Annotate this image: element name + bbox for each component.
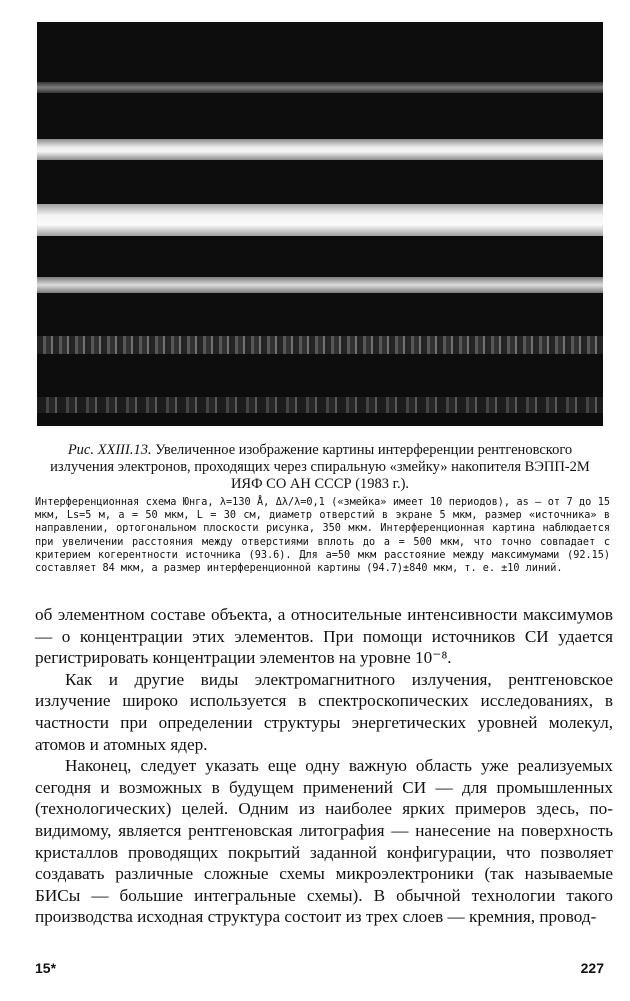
body-text xyxy=(35,604,613,928)
interference-pattern-figure xyxy=(37,22,603,426)
figure-label: Рис. XXIII.13. xyxy=(67,442,152,458)
fringe-5 xyxy=(37,336,603,354)
fringe-6 xyxy=(37,397,603,413)
fringe-2 xyxy=(37,139,603,160)
signature-mark: 15* xyxy=(35,960,57,976)
page-number: 227 xyxy=(580,960,604,976)
paragraph: Как и другие виды электромагнитного излучения, рентгеновское излучение широко используется в спектроскопических исследованиях, в частности при определении структуры энергетических уровней молекул, атомов и атомных ядер. xyxy=(35,669,613,754)
figure-caption-text: Увеличенное изображение картины интерференции рентгеновского излучения электронов, проходящих через спиральную «змейку» накопителя ВЭПП-2М ИЯФ СО АН СССР (1983 г.). xyxy=(50,442,590,492)
fringe-1 xyxy=(37,82,603,93)
paragraph: Наконец, следует указать еще одну важную область уже реализуемых сегодня и возможных в будущем применений СИ — для промышленных (технологических) целей. Одним из наиболее ярких примеров здесь, по-видимому, является рентгеновская литография — нанесение на поверхность кристаллов проводящих покрытий заданной конфигурации, что позволяет создавать различные сложные схемы микроэлектроники (так называемые БИСы — большие интегральные схемы). В обычной технологии такого производства исходная структура состоит из трех слоев — кремния, провод- xyxy=(35,756,613,927)
fringe-4 xyxy=(37,277,603,293)
figure-caption xyxy=(35,442,605,493)
figure-note: Интерференционная схема Юнга, λ=130 Å, Δλ/λ=0,1 («змейка» имеет 10 периодов), as — от 7 до 15 мкм, Ls=5 м, a = 50 мкм, L = 30 см, диаметр отверстий в экране 5 мкм, размер «источника» в направлении, ортогональном плоскости рисунка, 350 мкм. Интерференционная картина наблюдается при увеличении расстояния между отверстиями вплоть до a = 500 мкм, что точно совпадает с критерием когерентности источника (93.6). Для a=50 мкм расстояние между максимумами (92.15) составляет 84 мкм, а размер интерференционной картины (94.7)±840 мкм, т. е. ±10 линий. xyxy=(35,497,610,575)
paragraph: об элементном составе объекта, а относительные интенсивности максимумов — о концентрации этих элементов. При помощи источников СИ удается регистрировать концентрации элементов на уровне 10⁻⁸. xyxy=(35,605,613,668)
fringe-3 xyxy=(37,204,603,236)
